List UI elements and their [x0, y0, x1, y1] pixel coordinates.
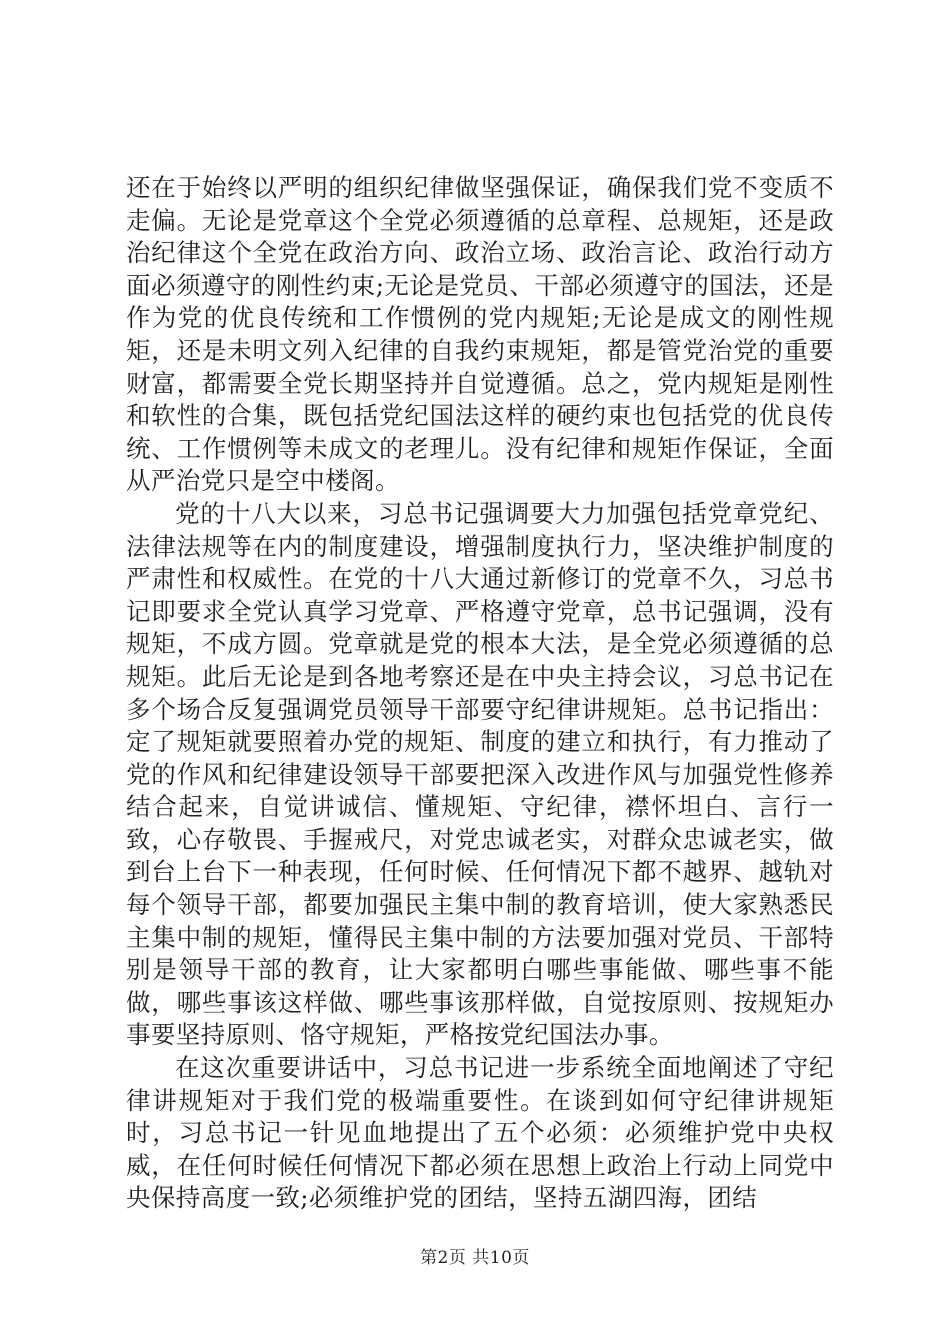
document-body — [126, 172, 834, 1215]
paragraph-five-musts: 在这次重要讲话中，习总书记进一步系统全面地阐述了守纪律讲规矩对于我们党的极端重要性。在谈到如何守纪律讲规矩时，习总书记一针见血地提出了五个必须：必须维护党中央权威，在任何时候任何情况下都必须在思想上政治上行动上同党中央保持高度一致;必须维护党的团结，坚持五湖四海，团结 — [126, 1053, 834, 1213]
paragraph-continuation: 还在于始终以严明的组织纪律做坚强保证，确保我们党不变质不走偏。无论是党章这个全党必须遵循的总章程、总规矩，还是政治纪律这个全党在政治方向、政治立场、政治言论、政治行动方面必须遵守的刚性约束;无论是党员、干部必须遵守的国法，还是作为党的优良传统和工作惯例的党内规矩;无论是成文的刚性规矩，还是未明文列入纪律的自我约束规矩，都是管党治党的重要财富，都需要全党长期坚持并自觉遵循。总之，党内规矩是刚性和软性的合集，既包括党纪国法这样的硬约束也包括党的优良传统、工作惯例等未成文的老理儿。没有纪律和规矩作保证，全面从严治党只是空中楼阁。 — [126, 173, 834, 496]
paragraph-rules-since-18th-congress: 党的十八大以来，习总书记强调要大力加强包括党章党纪、法律法规等在内的制度建设，增强制度执行力，坚决维护制度的严肃性和权威性。在党的十八大通过新修订的党章不久，习总书记即要求全党认真学习党章、严格遵守党章，总书记强调，没有规矩，不成方圆。党章就是党的根本大法，是全党必须遵循的总规矩。此后无论是到各地考察还是在中央主持会议，习总书记在多个场合反复强调党员领导干部要守纪律讲规矩。总书记指出：定了规矩就要照着办党的规矩、制度的建立和执行，有力推动了党的作风和纪律建设领导干部要把深入改进作风与加强党性修养结合起来，自觉讲诚信、懂规矩、守纪律，襟怀坦白、言行一致，心存敬畏、手握戒尺，对党忠诚老实，对群众忠诚老实，做到台上台下一种表现，任何时候、任何情况下都不越界、越轨对每个领导干部，都要加强民主集中制的教育培训，使大家熟悉民主集中制的规矩，懂得民主集中制的方法要加强对党员、干部特别是领导干部的教育，让大家都明白哪些事能做、哪些事不能做，哪些事该这样做、哪些事该那样做，自觉按原则、按规矩办事要坚持原则、恪守规矩，严格按党纪国法办事。 — [126, 498, 834, 1050]
page-number-footer: 第2页 共10页 — [420, 1248, 530, 1268]
